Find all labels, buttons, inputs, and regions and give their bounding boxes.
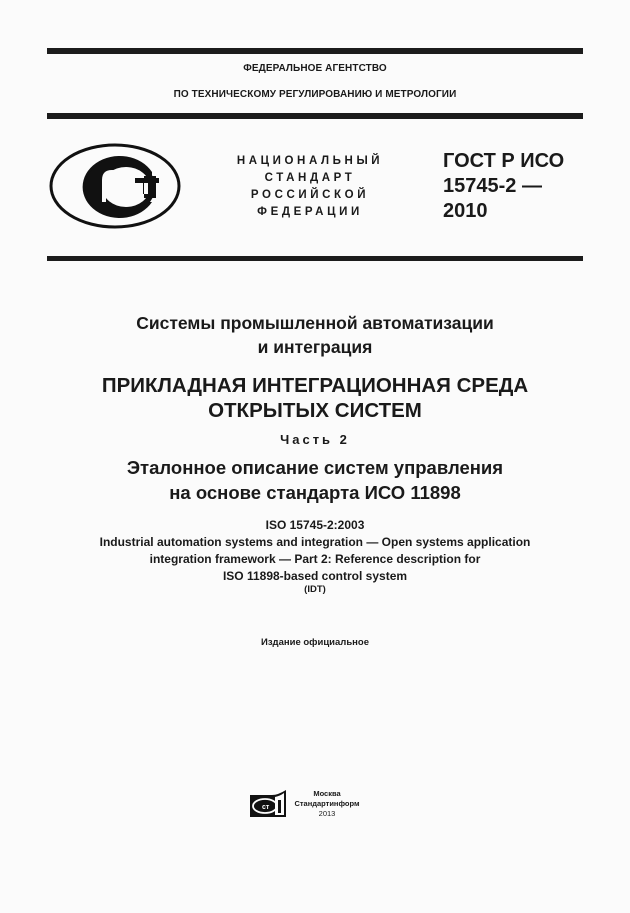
designation-line-3: 2010 bbox=[443, 200, 488, 222]
standartinform-logo-icon bbox=[248, 789, 288, 819]
part-title-line-1: Эталонное описание систем управления bbox=[126, 457, 504, 478]
main-title bbox=[0, 373, 630, 423]
iso-title-line-1: Industrial automation systems and integration — Open systems application bbox=[99, 535, 531, 549]
part-number: Часть 2 bbox=[280, 432, 350, 447]
publisher-name: Стандартинформ bbox=[294, 799, 360, 808]
national-standard-label bbox=[212, 153, 408, 221]
part-title bbox=[0, 455, 630, 505]
main-title-line-1: ПРИКЛАДНАЯ ИНТЕГРАЦИОННАЯ СРЕДА bbox=[101, 374, 529, 397]
part-title-line-2: на основе стандарта ИСО 11898 bbox=[169, 482, 461, 503]
top-rule bbox=[47, 48, 583, 54]
main-title-line-2: ОТКРЫТЫХ СИСТЕМ bbox=[208, 399, 422, 422]
designation-line-1: ГОСТ Р ИСО bbox=[443, 150, 565, 172]
standard-designation bbox=[443, 149, 564, 224]
official-edition-label: Издание официальное bbox=[261, 637, 369, 648]
national-standard-line-2: СТАНДАРТ bbox=[264, 172, 356, 184]
general-title-line-2: и интеграция bbox=[257, 337, 373, 357]
agency-line-2: ПО ТЕХНИЧЕСКОМУ РЕГУЛИРОВАНИЮ И МЕТРОЛОГИИ bbox=[173, 89, 457, 100]
national-standard-line-1: НАЦИОНАЛЬНЫЙ bbox=[236, 155, 384, 167]
designation-line-2: 15745-2 — bbox=[443, 175, 542, 197]
national-standard-line-4: ФЕДЕРАЦИИ bbox=[257, 206, 363, 218]
international-standard-block bbox=[0, 517, 630, 585]
header-rule bbox=[47, 113, 583, 119]
publication-year: 2013 bbox=[318, 809, 336, 818]
publisher-city: Москва bbox=[313, 789, 341, 798]
iso-title-line-3: ISO 11898-based control system bbox=[222, 569, 408, 583]
publisher-info bbox=[292, 789, 362, 819]
equivalence-degree: (IDT) bbox=[304, 584, 326, 595]
national-standard-line-3: РОССИЙСКОЙ bbox=[250, 189, 370, 201]
iso-code: ISO 15745-2:2003 bbox=[265, 518, 365, 532]
agency-line-1: ФЕДЕРАЛЬНОЕ АГЕНТСТВО bbox=[243, 63, 387, 74]
title-rule bbox=[47, 256, 583, 261]
general-title bbox=[0, 311, 630, 359]
rst-certification-mark-icon bbox=[48, 142, 182, 230]
svg-text:ст: ст bbox=[262, 804, 270, 811]
iso-title-line-2: integration framework — Part 2: Reference description for bbox=[149, 552, 481, 566]
general-title-line-1: Системы промышленной автоматизации bbox=[136, 313, 494, 333]
